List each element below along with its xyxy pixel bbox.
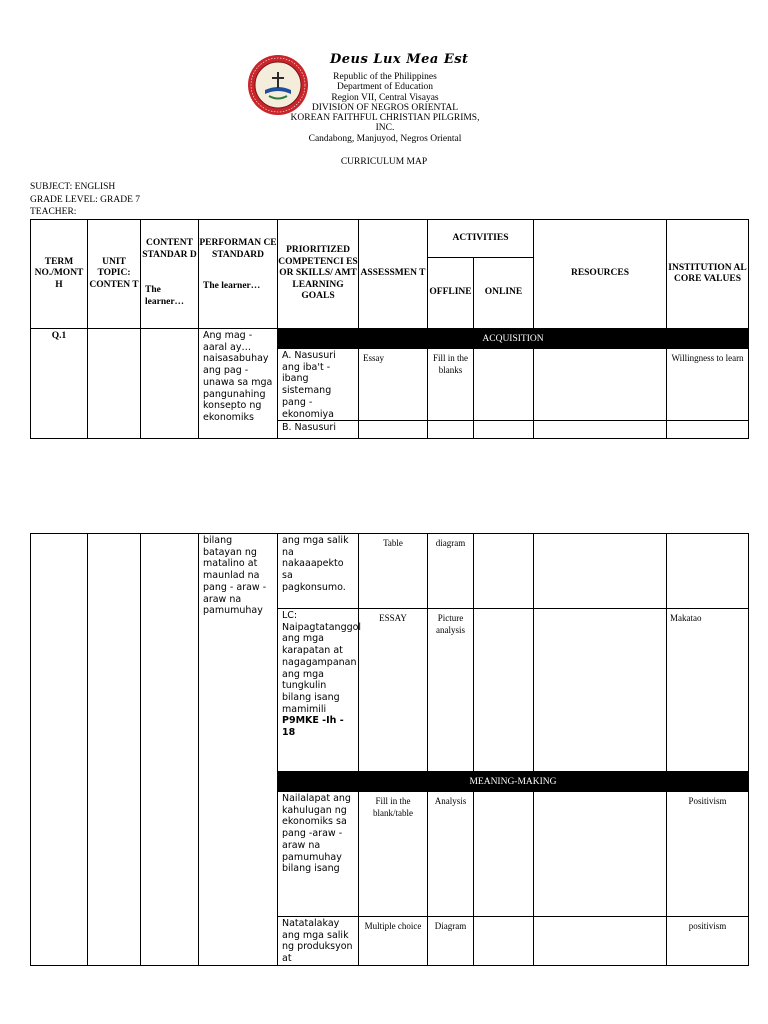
curriculum-table-part2 [30,533,749,966]
header-offline: OFFLINE [428,258,474,329]
header-online: ONLINE [474,258,534,329]
header-activities: ACTIVITIES [428,220,534,258]
term-cell: Q.1 [31,329,88,439]
header-term: TERM NO./MONT H [31,220,88,329]
address-line: DIVISION OF NEGROS ORIENTAL [311,102,459,113]
online-cell [474,349,534,421]
teacher-line: TEACHER: [30,207,77,217]
grade-level-line: GRADE LEVEL: GRADE 7 [30,194,141,205]
values-cell: Willingness to learn [667,349,749,421]
address-line: Republic of the Philippines [333,72,437,82]
term-cell [31,534,88,966]
offline-cell: Diagram [428,917,474,966]
header-performance-standard [199,220,278,329]
subject-line: SUBJECT: ENGLISH [30,182,116,192]
offline-cell [428,421,474,439]
address-line: Candabong, Manjuyod, Negros Oriental [308,133,462,144]
performance-cell: Ang mag - aaral ay… naisasabuhay ang pag - unawa sa mga pangunahing konsepto ng ekonomiks [199,329,278,439]
content-cell [141,534,199,966]
competency-cell: B. Nasusuri [278,421,359,439]
online-cell [474,792,534,917]
values-cell: positivism [667,917,749,966]
header-unit-topic: UNIT TOPIC: CONTEN T [88,220,141,329]
offline-cell: Picture analysis [428,609,474,772]
offline-cell: Fill in the blanks [428,349,474,421]
unit-cell [88,534,141,966]
assessment-cell: Table [359,534,428,609]
header-content-standard-label: CONTENT STANDAR D [142,238,197,260]
competency-cell: ang mga salik na nakaaapekto sa pagkonsumo. [278,534,359,609]
online-cell [474,534,534,609]
letterhead [0,48,768,144]
assessment-cell: Multiple choice [359,917,428,966]
curriculum-table-part1 [30,219,749,439]
competency-code: P9MKE -Ih - 18 [282,715,344,739]
content-cell [141,329,199,439]
resources-cell [534,609,667,772]
values-cell [667,421,749,439]
header-content-standard [141,220,199,329]
resources-cell [534,792,667,917]
resources-cell [534,349,667,421]
header-core-values: INSTITUTION AL CORE VALUES [667,220,749,329]
online-cell [474,421,534,439]
header-content-standard-sub: The learner… [145,285,185,307]
resources-cell [534,534,667,609]
unit-cell [88,329,141,439]
header-performance-standard-label: PERFORMAN CE STANDARD [199,238,277,260]
address-block [280,72,490,144]
assessment-cell: Essay [359,349,428,421]
meaning-making-band: MEANING-MAKING [278,772,749,792]
acquisition-band: ACQUISITION [278,329,749,349]
assessment-cell: ESSAY [359,609,428,772]
online-cell [474,609,534,772]
competency-text: LC: Naipagtatanggol ang mga karapatan at nagagampanan ang mga tungkulin bilang isang mamimili [282,610,362,715]
resources-cell [534,421,667,439]
motto: Deus Lux Mea Est [330,52,469,67]
values-cell [667,534,749,609]
competency-cell [278,609,362,772]
document-title: CURRICULUM MAP [340,157,428,167]
header-assessment: ASSESSMEN T [359,220,428,329]
assessment-cell: Fill in the blank/table [359,792,428,917]
performance-cell: bilang batayan ng matalino at maunlad na pang - araw - araw na pamumuhay [199,534,278,966]
competency-cell: Natatalakay ang mga salik ng produksyon at [278,917,359,966]
online-cell [474,917,534,966]
competency-cell: Nailalapat ang kahulugan ng ekonomiks sa pang -araw - araw na pamumuhay bilang isang [278,792,359,917]
header-competencies: PRIORITIZED COMPETENCI ES OR SKILLS/ AMT LEARNING GOALS [278,220,359,329]
competency-cell: A. Nasusuri ang iba't - ibang sistemang pang - ekonomiya [278,349,359,421]
address-line: KOREAN FAITHFUL CHRISTIAN PILGRIMS, INC. [290,113,480,134]
header-performance-standard-sub: The learner… [203,281,261,291]
values-cell: Positivism [667,792,749,917]
address-line: Department of Education [336,82,434,93]
document-meta [30,181,140,219]
resources-cell [534,917,667,966]
assessment-cell [359,421,428,439]
offline-cell: Analysis [428,792,474,917]
header-resources: RESOURCES [534,220,667,329]
offline-cell: diagram [428,534,474,609]
values-cell: Makatao [667,609,749,772]
address-line: Region VII, Central Visayas [331,92,439,103]
